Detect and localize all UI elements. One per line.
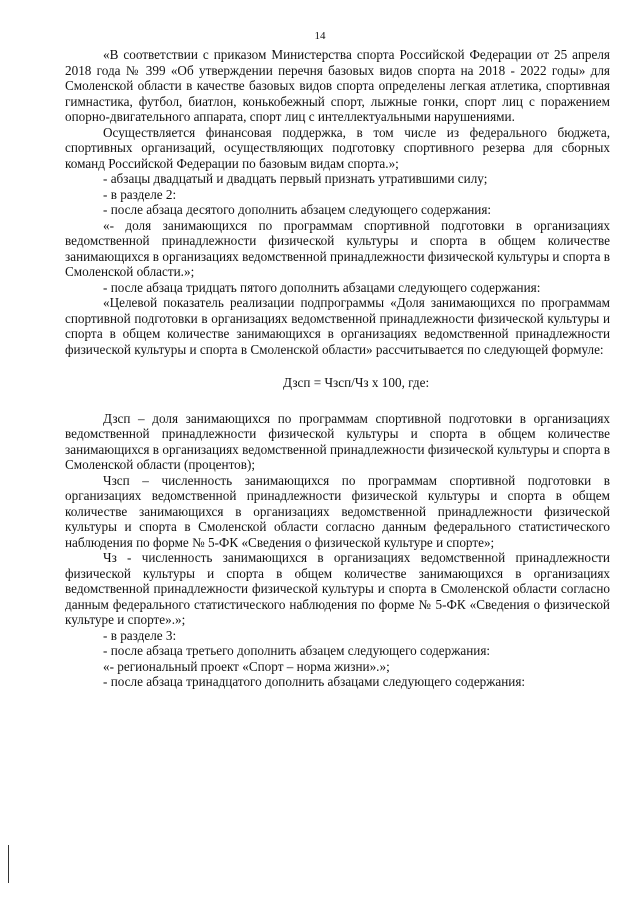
formula: Дзсп = Чзсп/Чз х 100, где: [283, 375, 430, 390]
paragraph-indicator-share: «- доля занимающихся по программам спортивной подготовки в организациях ведомственной принадлежности физической культуры и спорта в общем количестве занимающихся в организациях ведомственной принадлежности физической культуры и спорта в Смоленской области.»; [65, 217, 610, 279]
paragraph-definition-chzsp: Чзсп – численность занимающихся по программам спортивной подготовки в организациях ведомственной принадлежности физической культуры и спорта в общем количестве занимающихся в организациях ведомственной принадлежности физической культуры и спорта в Смоленской области согласно данным федерального статистического наблюдения по форме № 5-ФК «Сведения о физической культуре и спорте»; [65, 472, 610, 550]
document-body [65, 47, 610, 690]
paragraph-financial-support: Осуществляется финансовая поддержка, в том числе из федерального бюджета, спортивных организаций, осуществляющих подготовку спортивного резерва для сборных команд Российской Федерации по базовым видам спорта.»; [65, 124, 610, 171]
paragraph-target-indicator: «Целевой показатель реализации подпрограммы «Доля занимающихся по программам спортивной подготовки в организациях ведомственной принадлежности физической культуры и спорта в общем количестве занимающихся в организациях ведомственной принадлежности физической культуры и спорта в Смоленской области» рассчитывается по следующей формуле: [65, 295, 610, 357]
paragraph-amendment-3: - после абзаца тридцать пятого дополнить абзацами следующего содержания: [103, 279, 541, 295]
margin-line [8, 845, 9, 883]
paragraph-definition-chz: Чз - численность занимающихся в организациях ведомственной принадлежности физической культуры и спорта в общем количестве занимающихся в организациях ведомственной принадлежности физической культуры и спорта в Смоленской области согласно данным федерального статистического наблюдения по форме № 5-ФК «Сведения о физической культуре и спорте».»; [65, 550, 610, 627]
paragraph-amendment-2: - после абзаца десятого дополнить абзацем следующего содержания: [103, 202, 492, 217]
paragraph-definition-dzsp: Дзсп – доля занимающихся по программам спортивной подготовки в организациях ведомственной принадлежности физической культуры и спорта в общем количестве занимающихся в организациях ведомственной принадлежности физической культуры и спорта в Смоленской области (процентов); [65, 410, 610, 472]
paragraph-amendment-5: - после абзаца тринадцатого дополнить абзацами следующего содержания: [103, 674, 526, 689]
paragraph-section-2: - в разделе 2: [103, 186, 177, 202]
paragraph-base-sports: «В соответствии с приказом Министерства спорта Российской Федерации от 25 апреля 2018 года № 399 «Об утверждении перечня базовых видов спорта на 2018 - 2022 годы» для Смоленской области в качестве базовых видов спорта определены легкая атлетика, спортивная гимнастика, футбол, биатлон, конькобежный спорт, лыжные гонки, спорт лиц с поражением опорно-двигательного аппарата, спорт лиц с интеллектуальными нарушениями. [65, 47, 610, 124]
paragraph-amendment-1: - абзацы двадцатый и двадцать первый признать утратившими силу; [103, 171, 488, 186]
paragraph-section-3: - в разделе 3: [103, 627, 177, 643]
paragraph-amendment-4: - после абзаца третьего дополнить абзацем следующего содержания: [103, 643, 491, 658]
paragraph-regional-project: «- региональный проект «Спорт – норма жизни».»; [103, 658, 390, 674]
page-number: 14 [314, 30, 326, 42]
